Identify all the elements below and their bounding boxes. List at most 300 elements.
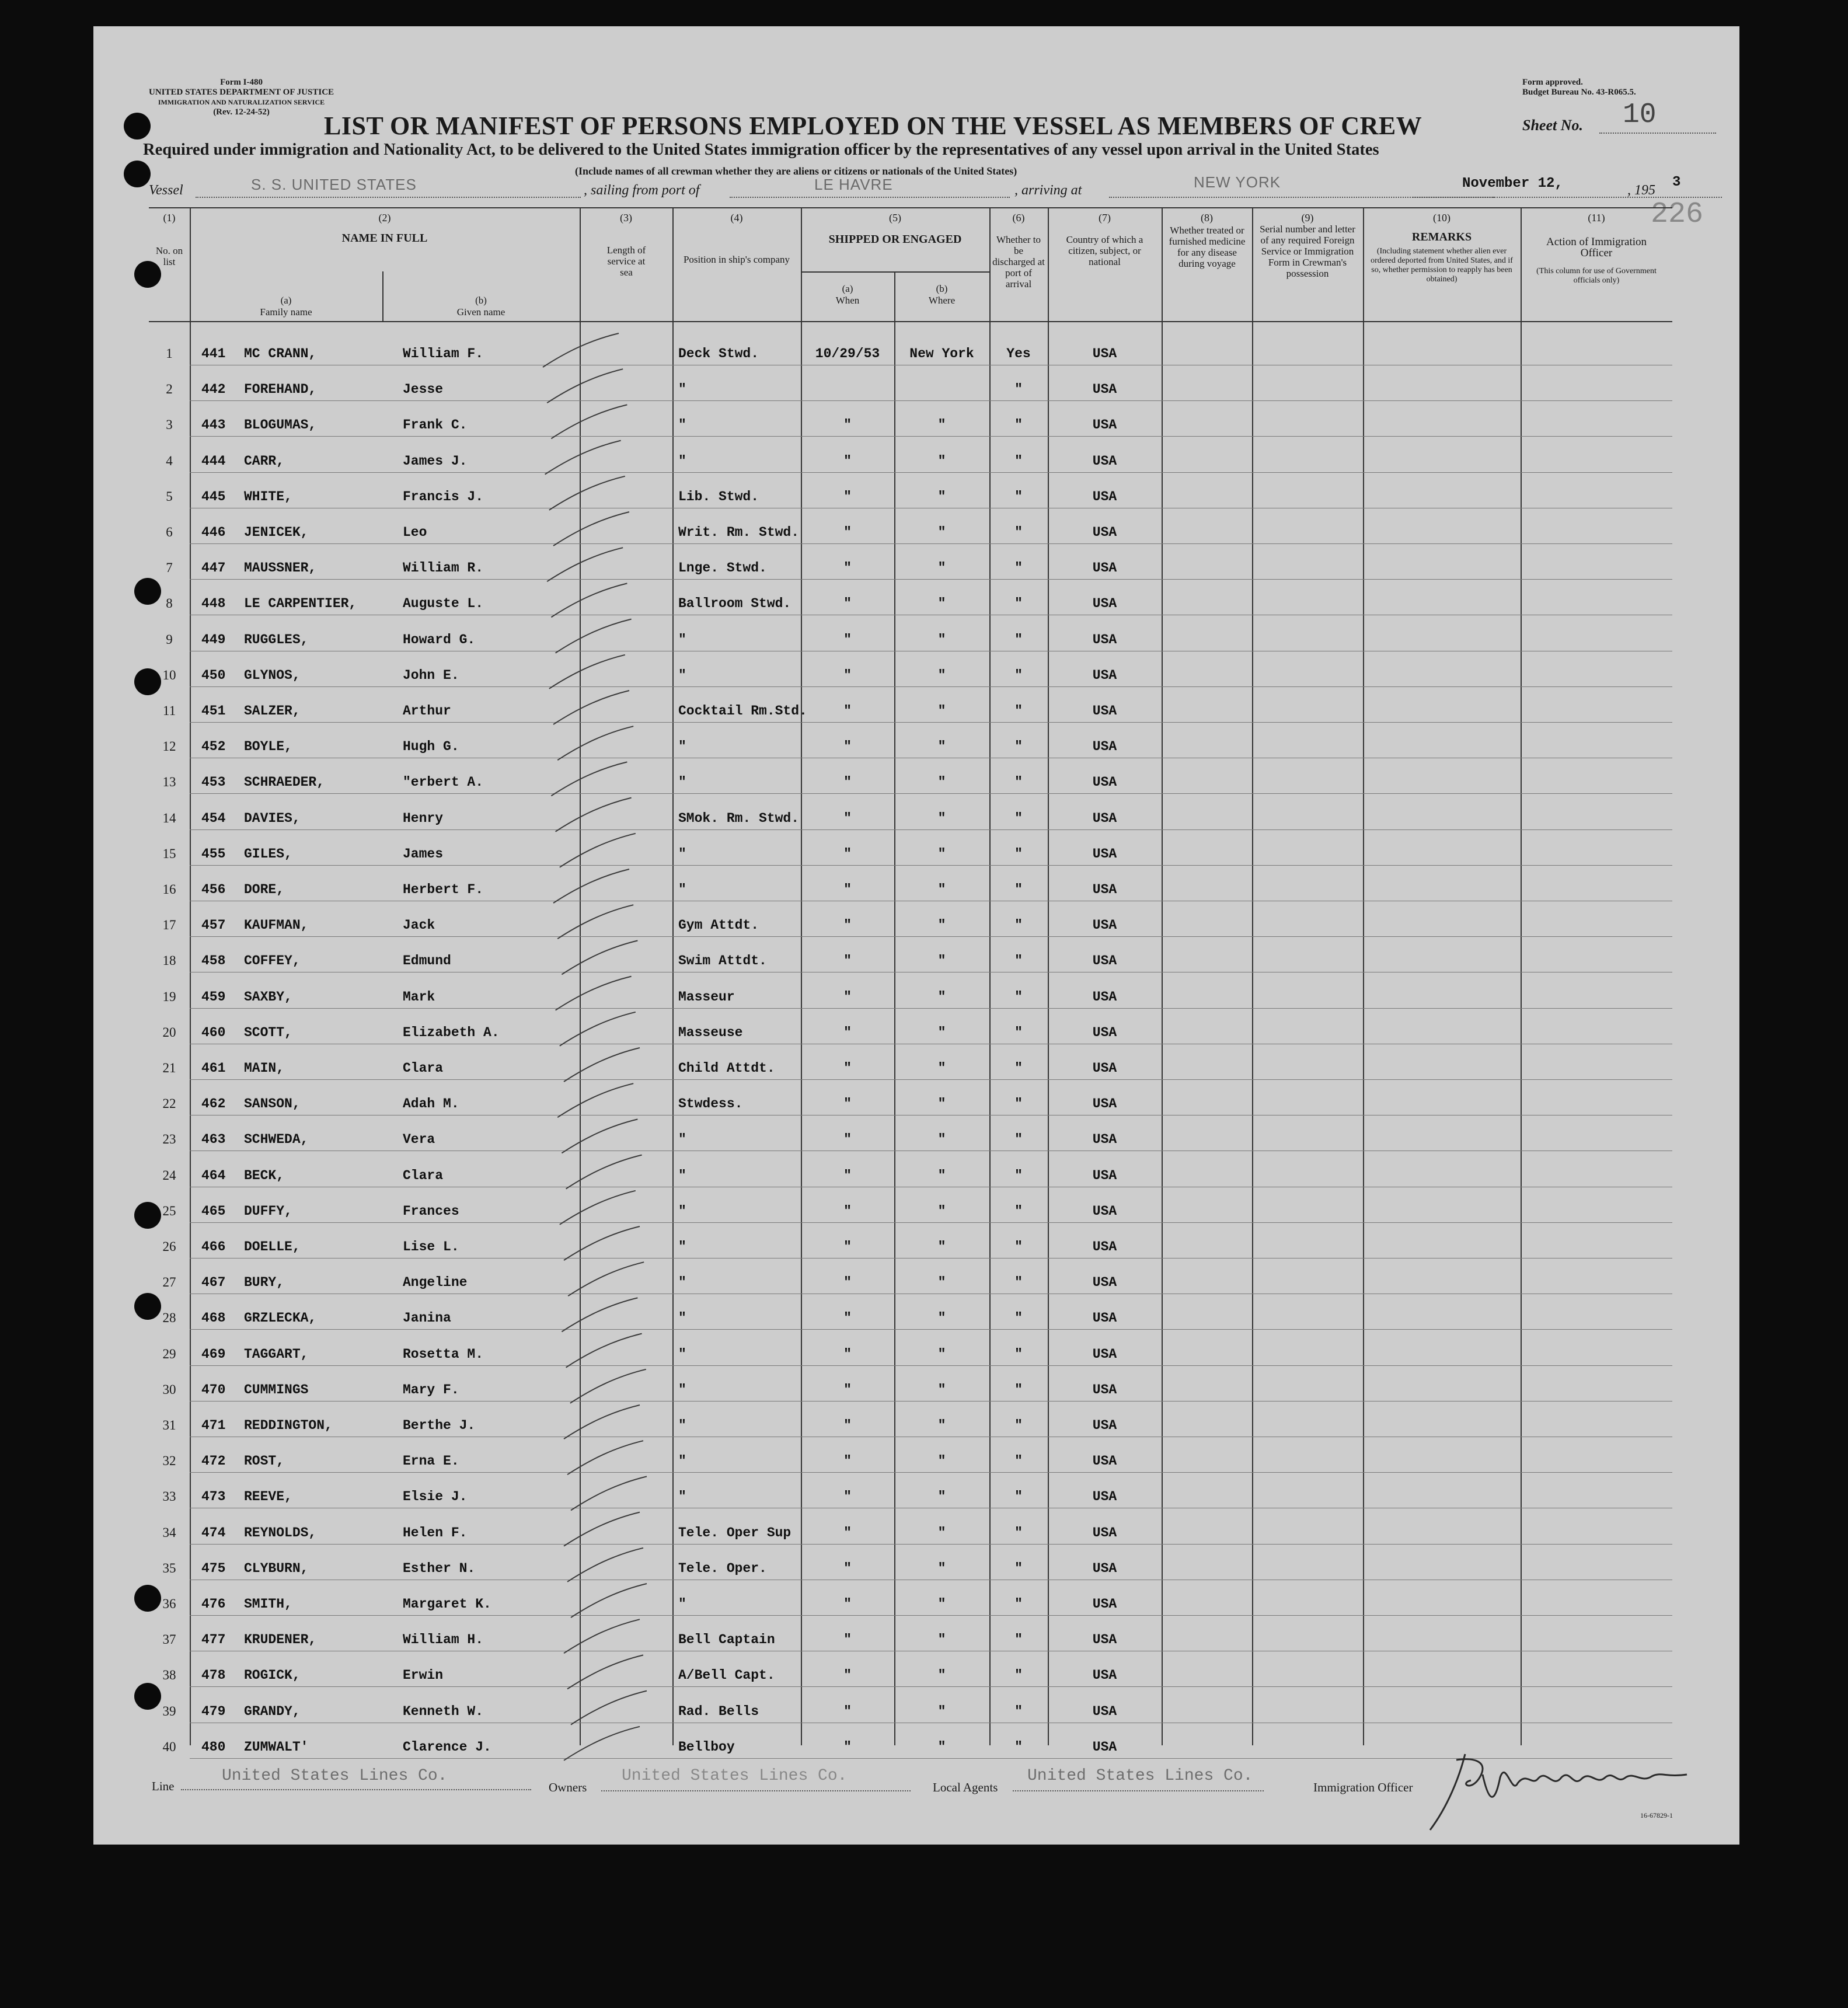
list-number: 449 bbox=[201, 632, 226, 647]
country: USA bbox=[1092, 1275, 1117, 1291]
arrival-port-value: NEW YORK bbox=[1194, 173, 1281, 191]
col9-label: Serial number and letter of any required Foreign Service or Immigration Form in Crewman's possession bbox=[1260, 224, 1355, 279]
family-name: TAGGART, bbox=[244, 1346, 309, 1362]
col5-number: (5) bbox=[889, 212, 901, 224]
col9-number: (9) bbox=[1301, 212, 1314, 224]
manifest-sheet bbox=[93, 26, 1739, 1845]
family-name: DUFFY, bbox=[244, 1203, 292, 1219]
given-name: James J. bbox=[403, 453, 468, 469]
discharged: " bbox=[1014, 1668, 1023, 1683]
given-name: Esther N. bbox=[403, 1560, 476, 1576]
country: USA bbox=[1092, 810, 1117, 826]
position: " bbox=[678, 1596, 686, 1612]
position: " bbox=[678, 1418, 686, 1433]
shipped-where: " bbox=[937, 810, 946, 826]
given-name: Vera bbox=[403, 1132, 435, 1148]
check-mark bbox=[564, 1405, 640, 1439]
sheet-number: 10 bbox=[1623, 99, 1657, 131]
discharged: " bbox=[1014, 1739, 1023, 1755]
shipped-where: " bbox=[937, 489, 946, 504]
approval-line: Budget Bureau No. 43-R065.5. bbox=[1522, 88, 1636, 97]
position: Bellboy bbox=[678, 1739, 735, 1755]
shipped-when: " bbox=[843, 1275, 852, 1291]
country: USA bbox=[1092, 918, 1117, 933]
check-mark bbox=[545, 441, 621, 475]
given-name: Rosetta M. bbox=[403, 1346, 484, 1362]
shipped-where: " bbox=[937, 918, 946, 933]
discharged: " bbox=[1014, 1275, 1023, 1291]
position: Lnge. Stwd. bbox=[678, 560, 767, 576]
list-number: 447 bbox=[201, 560, 226, 576]
check-mark bbox=[551, 762, 627, 796]
list-number: 468 bbox=[201, 1310, 226, 1326]
col8-number: (8) bbox=[1201, 212, 1213, 224]
list-number: 477 bbox=[201, 1632, 226, 1648]
check-mark bbox=[557, 726, 633, 760]
country: USA bbox=[1092, 453, 1117, 469]
discharged: " bbox=[1014, 1489, 1023, 1505]
row-number: 12 bbox=[162, 739, 176, 754]
shipped-where: " bbox=[937, 703, 946, 719]
list-number: 458 bbox=[201, 953, 226, 969]
shipped-when: " bbox=[843, 1346, 852, 1362]
family-name: DAVIES, bbox=[244, 810, 301, 826]
position: " bbox=[678, 667, 686, 683]
shipped-where: " bbox=[937, 1310, 946, 1326]
list-number: 470 bbox=[201, 1382, 226, 1397]
col5a-number: (a) bbox=[842, 283, 853, 294]
position: " bbox=[678, 1489, 686, 1505]
discharged: " bbox=[1014, 489, 1023, 504]
list-number: 473 bbox=[201, 1489, 226, 1505]
position: A/Bell Capt. bbox=[678, 1668, 775, 1683]
check-mark bbox=[553, 691, 629, 724]
family-name: SCHWEDA, bbox=[244, 1132, 309, 1148]
position: " bbox=[678, 1203, 686, 1219]
col5b-label: Where bbox=[928, 295, 956, 306]
officer-signature bbox=[1424, 1742, 1693, 1842]
shipped-where: " bbox=[937, 1525, 946, 1540]
discharged: " bbox=[1014, 1596, 1023, 1612]
discharged: " bbox=[1014, 632, 1023, 647]
col2-label: NAME IN FULL bbox=[341, 232, 428, 245]
family-name: COFFEY, bbox=[244, 953, 301, 969]
country: USA bbox=[1092, 596, 1117, 612]
family-name: ZUMWALT' bbox=[244, 1739, 309, 1755]
form-code: 16-67829-1 bbox=[1640, 1811, 1673, 1819]
list-number: 462 bbox=[201, 1096, 226, 1112]
discharged: " bbox=[1014, 810, 1023, 826]
arrival-date: November 12, bbox=[1462, 176, 1563, 191]
family-name: WHITE, bbox=[244, 489, 292, 504]
list-number: 442 bbox=[201, 382, 226, 398]
given-name: Margaret K. bbox=[403, 1596, 491, 1612]
position: " bbox=[678, 739, 686, 755]
list-number: 463 bbox=[201, 1132, 226, 1148]
given-name: Francis J. bbox=[403, 489, 484, 504]
family-name: GRANDY, bbox=[244, 1703, 301, 1719]
check-mark bbox=[553, 512, 629, 546]
family-name: GLYNOS, bbox=[244, 667, 301, 683]
position: Swim Attdt. bbox=[678, 953, 767, 969]
shipped-where: " bbox=[937, 1061, 946, 1076]
list-number: 459 bbox=[201, 989, 226, 1005]
vessel-value: S. S. UNITED STATES bbox=[251, 176, 417, 193]
shipped-when: " bbox=[843, 1310, 852, 1326]
shipped-where: " bbox=[937, 1382, 946, 1397]
country: USA bbox=[1092, 953, 1117, 969]
shipped-where: " bbox=[937, 632, 946, 647]
shipped-where: " bbox=[937, 1703, 946, 1719]
shipped-where: " bbox=[937, 417, 946, 433]
family-name: FOREHAND, bbox=[244, 382, 317, 398]
discharged: " bbox=[1014, 1382, 1023, 1397]
discharged: " bbox=[1014, 1024, 1023, 1040]
family-name: KRUDENER, bbox=[244, 1632, 317, 1648]
shipped-when: " bbox=[843, 1739, 852, 1755]
row-number: 8 bbox=[166, 596, 173, 611]
row-number: 20 bbox=[162, 1024, 176, 1040]
col10-label: REMARKS bbox=[1411, 231, 1472, 243]
row-number: 6 bbox=[166, 525, 173, 539]
row-number: 27 bbox=[162, 1275, 176, 1290]
shipped-when: " bbox=[843, 1024, 852, 1040]
given-name: Erwin bbox=[403, 1668, 444, 1683]
check-mark bbox=[560, 1012, 636, 1046]
list-number: 448 bbox=[201, 596, 226, 612]
discharged: " bbox=[1014, 953, 1023, 969]
country: USA bbox=[1092, 346, 1117, 361]
approval-line: Form approved. bbox=[1522, 78, 1583, 87]
shipped-when: " bbox=[843, 1239, 852, 1254]
shipped-where: " bbox=[937, 775, 946, 790]
shipped-where: " bbox=[937, 560, 946, 576]
check-mark bbox=[547, 548, 623, 581]
family-name: MAIN, bbox=[244, 1061, 285, 1076]
list-number: 464 bbox=[201, 1167, 226, 1183]
form-id-line: IMMIGRATION AND NATURALIZATION SERVICE bbox=[158, 98, 325, 106]
discharged: " bbox=[1014, 525, 1023, 540]
check-mark bbox=[547, 369, 623, 403]
row-number: 2 bbox=[166, 382, 173, 397]
shipped-where: " bbox=[937, 596, 946, 612]
given-name: Arthur bbox=[403, 703, 451, 719]
shipped-where: " bbox=[937, 1203, 946, 1219]
family-name: BURY, bbox=[244, 1275, 285, 1291]
discharged: " bbox=[1014, 1632, 1023, 1648]
given-name: Erna E. bbox=[403, 1453, 459, 1469]
position: " bbox=[678, 1453, 686, 1469]
check-mark bbox=[562, 940, 637, 974]
shipped-where: " bbox=[937, 1560, 946, 1576]
country: USA bbox=[1092, 1024, 1117, 1040]
col2b-number: (b) bbox=[475, 295, 487, 306]
family-name: REDDINGTON, bbox=[244, 1418, 333, 1433]
family-name: SCOTT, bbox=[244, 1024, 292, 1040]
shipped-where: " bbox=[937, 1132, 946, 1148]
col2-number: (2) bbox=[378, 212, 391, 224]
given-name: Auguste L. bbox=[403, 596, 484, 612]
shipped-where: " bbox=[937, 846, 946, 862]
form-id-line: (Rev. 12-24-52) bbox=[213, 107, 270, 117]
position: Masseuse bbox=[678, 1024, 743, 1040]
shipped-where: " bbox=[937, 1453, 946, 1469]
given-name: Elizabeth A. bbox=[403, 1024, 500, 1040]
col7-label: Country of which a citizen, subject, or national bbox=[1066, 234, 1143, 267]
family-name: RUGGLES, bbox=[244, 632, 309, 647]
shipped-where: " bbox=[937, 1739, 946, 1755]
family-name: CLYBURN, bbox=[244, 1560, 309, 1576]
shipped-where: New York bbox=[909, 346, 974, 361]
shipped-when: " bbox=[843, 1632, 852, 1648]
given-name: William R. bbox=[403, 560, 484, 576]
line-label: Line bbox=[152, 1779, 175, 1793]
col1-number: (1) bbox=[163, 212, 176, 224]
position: Deck Stwd. bbox=[678, 346, 759, 361]
check-mark bbox=[556, 977, 632, 1010]
discharged: " bbox=[1014, 1346, 1023, 1362]
year-prefix: , 195 bbox=[1627, 183, 1655, 198]
given-name: Mark bbox=[403, 989, 435, 1005]
check-mark bbox=[571, 1584, 647, 1617]
position: Gym Attdt. bbox=[678, 918, 759, 933]
list-number: 480 bbox=[201, 1739, 226, 1755]
position: " bbox=[678, 1310, 686, 1326]
row-number: 39 bbox=[162, 1703, 176, 1718]
country: USA bbox=[1092, 632, 1117, 647]
col5b-number: (b) bbox=[936, 283, 948, 294]
list-number: 466 bbox=[201, 1239, 226, 1254]
line-value: United States Lines Co. bbox=[222, 1767, 448, 1785]
country: USA bbox=[1092, 1167, 1117, 1183]
list-number: 471 bbox=[201, 1418, 226, 1433]
shipped-when: " bbox=[843, 667, 852, 683]
form-id-line: Form I-480 bbox=[220, 78, 263, 87]
family-name: CARR, bbox=[244, 453, 285, 469]
discharged: " bbox=[1014, 667, 1023, 683]
col11-number: (11) bbox=[1588, 212, 1605, 224]
country: USA bbox=[1092, 1346, 1117, 1362]
col1-label: No. on list bbox=[155, 245, 183, 267]
position: Ballroom Stwd. bbox=[678, 596, 791, 612]
country: USA bbox=[1092, 1203, 1117, 1219]
given-name: Frank C. bbox=[403, 417, 468, 433]
check-mark bbox=[564, 1048, 640, 1082]
family-name: BLOGUMAS, bbox=[244, 417, 317, 433]
shipped-where: " bbox=[937, 667, 946, 683]
discharged: " bbox=[1014, 417, 1023, 433]
shipped-where: " bbox=[937, 1632, 946, 1648]
check-mark bbox=[566, 1334, 642, 1368]
given-name: John E. bbox=[403, 667, 459, 683]
shipped-where: " bbox=[937, 1668, 946, 1683]
row-number: 22 bbox=[162, 1096, 176, 1111]
list-number: 452 bbox=[201, 739, 226, 755]
discharged: " bbox=[1014, 596, 1023, 612]
shipped-where: " bbox=[937, 989, 946, 1005]
given-name: Helen F. bbox=[403, 1525, 468, 1540]
col5-label: SHIPPED OR ENGAGED bbox=[828, 233, 962, 246]
owners-label: Owners bbox=[549, 1780, 587, 1794]
row-number: 32 bbox=[162, 1453, 176, 1469]
given-name: William F. bbox=[403, 346, 484, 361]
list-number: 446 bbox=[201, 525, 226, 540]
discharged: " bbox=[1014, 882, 1023, 897]
country: USA bbox=[1092, 1525, 1117, 1540]
col4-number: (4) bbox=[730, 212, 743, 224]
shipped-when: " bbox=[843, 1382, 852, 1397]
list-number: 467 bbox=[201, 1275, 226, 1291]
family-name: GILES, bbox=[244, 846, 292, 862]
check-mark bbox=[549, 476, 625, 510]
shipped-where: " bbox=[937, 1096, 946, 1112]
shipped-when: " bbox=[843, 1596, 852, 1612]
given-name: Herbert F. bbox=[403, 882, 484, 897]
family-name: REEVE, bbox=[244, 1489, 292, 1505]
shipped-when: " bbox=[843, 1418, 852, 1433]
country: USA bbox=[1092, 1632, 1117, 1648]
position: Tele. Oper. bbox=[678, 1560, 767, 1576]
arriving-label: , arriving at bbox=[1014, 183, 1082, 198]
shipped-where: " bbox=[937, 953, 946, 969]
country: USA bbox=[1092, 989, 1117, 1005]
check-mark bbox=[556, 798, 632, 832]
list-number: 441 bbox=[201, 346, 226, 361]
country: USA bbox=[1092, 489, 1117, 504]
position: SMok. Rm. Stwd. bbox=[678, 810, 800, 826]
shipped-when: " bbox=[843, 953, 852, 969]
country: USA bbox=[1092, 1453, 1117, 1469]
country: USA bbox=[1092, 1418, 1117, 1433]
agents-underline bbox=[1013, 1790, 1264, 1791]
col6-number: (6) bbox=[1012, 212, 1025, 224]
check-mark bbox=[557, 1083, 633, 1117]
row-number: 11 bbox=[162, 703, 176, 718]
row-number: 3 bbox=[166, 417, 173, 433]
list-number: 453 bbox=[201, 775, 226, 790]
discharged: Yes bbox=[1006, 346, 1031, 361]
port-value: LE HAVRE bbox=[814, 176, 893, 193]
owners-value: United States Lines Co. bbox=[622, 1767, 848, 1785]
vessel-label: Vessel bbox=[149, 183, 183, 198]
country: USA bbox=[1092, 667, 1117, 683]
position: " bbox=[678, 453, 686, 469]
list-number: 455 bbox=[201, 846, 226, 862]
shipped-when: " bbox=[843, 560, 852, 576]
check-mark bbox=[564, 1512, 640, 1546]
check-mark bbox=[571, 1476, 647, 1510]
shipped-when: " bbox=[843, 1132, 852, 1148]
given-name: Frances bbox=[403, 1203, 459, 1219]
shipped-when: " bbox=[843, 1167, 852, 1183]
discharged: " bbox=[1014, 989, 1023, 1005]
row-number: 14 bbox=[162, 810, 176, 825]
position: Bell Captain bbox=[678, 1632, 775, 1648]
country: USA bbox=[1092, 1489, 1117, 1505]
shipped-where: " bbox=[937, 882, 946, 897]
shipped-when: " bbox=[843, 882, 852, 897]
row-number: 40 bbox=[162, 1739, 176, 1754]
family-name: JENICEK, bbox=[244, 525, 309, 540]
list-number: 461 bbox=[201, 1061, 226, 1076]
col11-note: (This column for use of Government officials only) bbox=[1536, 267, 1657, 285]
family-name: KAUFMAN, bbox=[244, 918, 309, 933]
row-number: 1 bbox=[166, 346, 173, 361]
col3-number: (3) bbox=[620, 212, 632, 224]
discharged: " bbox=[1014, 846, 1023, 862]
discharged: " bbox=[1014, 1203, 1023, 1219]
discharged: " bbox=[1014, 1560, 1023, 1576]
list-number: 479 bbox=[201, 1703, 226, 1719]
check-mark bbox=[567, 1548, 643, 1582]
shipped-when: " bbox=[843, 1703, 852, 1719]
col2a-label: Family name bbox=[260, 306, 312, 318]
country: USA bbox=[1092, 417, 1117, 433]
position: Tele. Oper Sup bbox=[678, 1525, 791, 1540]
shipped-where: " bbox=[937, 1418, 946, 1433]
line-underline bbox=[181, 1789, 531, 1790]
list-number: 465 bbox=[201, 1203, 226, 1219]
discharged: " bbox=[1014, 918, 1023, 933]
given-name: "erbert A. bbox=[403, 775, 484, 790]
row-number: 16 bbox=[162, 882, 176, 897]
shipped-when: " bbox=[843, 739, 852, 755]
position: Rad. Bells bbox=[678, 1703, 759, 1719]
discharged: " bbox=[1014, 775, 1023, 790]
row-number: 17 bbox=[162, 918, 176, 933]
check-mark bbox=[566, 1155, 642, 1189]
position: Writ. Rm. Stwd. bbox=[678, 525, 800, 540]
discharged: " bbox=[1014, 1167, 1023, 1183]
row-number: 18 bbox=[162, 953, 176, 968]
shipped-where: " bbox=[937, 1024, 946, 1040]
row-number: 26 bbox=[162, 1239, 176, 1254]
country: USA bbox=[1092, 882, 1117, 897]
col2b-label: Given name bbox=[456, 306, 505, 318]
position: Stwdess. bbox=[678, 1096, 743, 1112]
check-mark bbox=[562, 1119, 637, 1153]
list-number: 474 bbox=[201, 1525, 226, 1540]
row-number: 7 bbox=[166, 560, 173, 576]
list-number: 450 bbox=[201, 667, 226, 683]
list-number: 478 bbox=[201, 1668, 226, 1683]
row-number: 4 bbox=[166, 453, 173, 468]
country: USA bbox=[1092, 1061, 1117, 1076]
position: Child Attdt. bbox=[678, 1061, 775, 1076]
shipped-when: " bbox=[843, 525, 852, 540]
family-name: BECK, bbox=[244, 1167, 285, 1183]
given-name: Howard G. bbox=[403, 632, 476, 647]
col7-number: (7) bbox=[1099, 212, 1111, 224]
family-name: ROST, bbox=[244, 1453, 285, 1469]
family-name: ROGICK, bbox=[244, 1668, 301, 1683]
shipped-when: " bbox=[843, 1096, 852, 1112]
shipped-when: " bbox=[843, 989, 852, 1005]
discharged: " bbox=[1014, 1096, 1023, 1112]
country: USA bbox=[1092, 1096, 1117, 1112]
position: Masseur bbox=[678, 989, 735, 1005]
row-number: 30 bbox=[162, 1382, 176, 1397]
col10-number: (10) bbox=[1433, 212, 1450, 224]
col3-label: Length of service at sea bbox=[606, 245, 646, 278]
check-mark bbox=[567, 1441, 643, 1474]
shipped-when: " bbox=[843, 1525, 852, 1540]
col6-label: Whether to be discharged at port of arrival bbox=[992, 234, 1045, 290]
discharged: " bbox=[1014, 453, 1023, 469]
position: " bbox=[678, 1275, 686, 1291]
list-number: 456 bbox=[201, 882, 226, 897]
family-name: SCHRAEDER, bbox=[244, 775, 325, 790]
